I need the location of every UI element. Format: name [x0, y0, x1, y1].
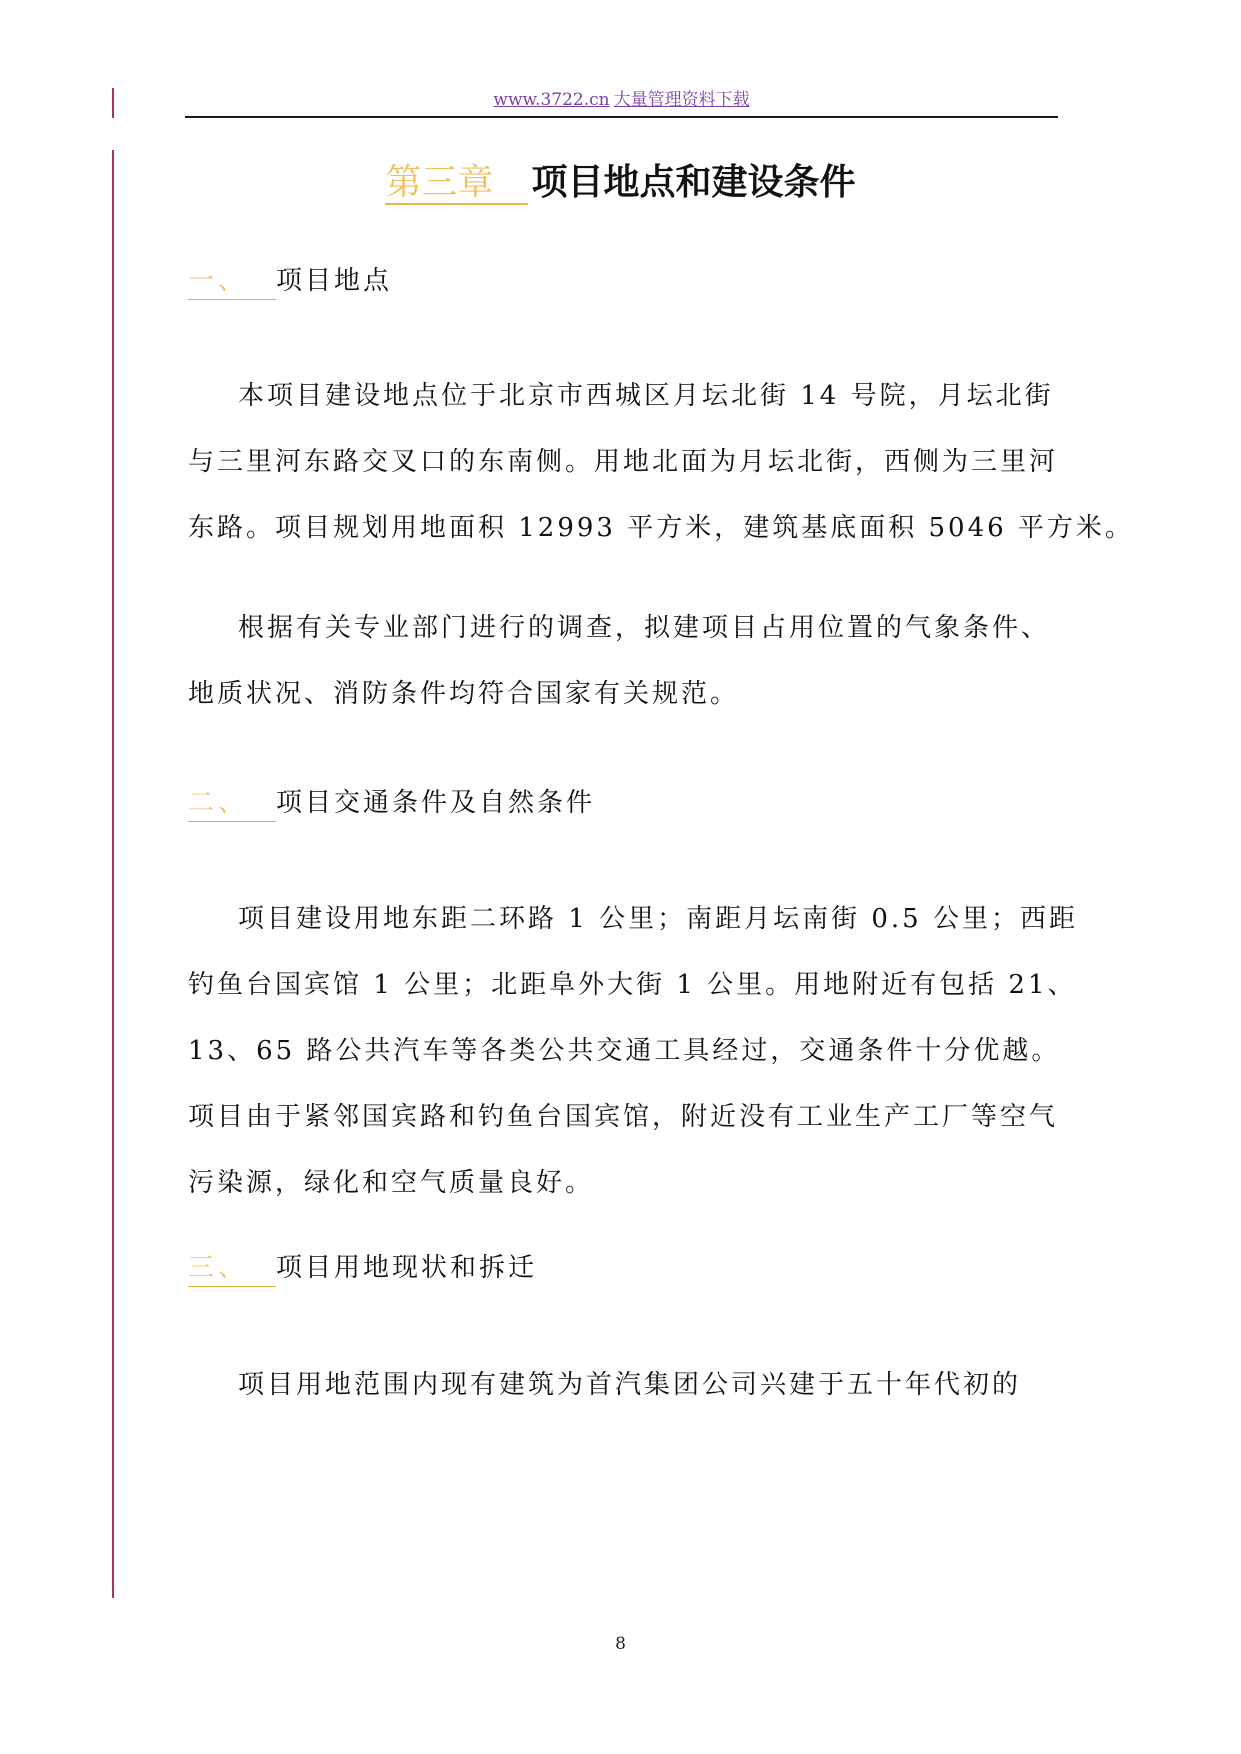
- section-number: 三、: [188, 1250, 276, 1287]
- paragraph-line: 污染源，绿化和空气质量良好。: [188, 1168, 595, 1198]
- paragraph-location: [188, 363, 1134, 561]
- paragraph-line: 钓鱼台国宾馆 1 公里；北距阜外大街 1 公里。用地附近有包括 21、: [188, 970, 1077, 1000]
- margin-mark-top: [112, 88, 114, 118]
- paragraph-transport: [188, 886, 1078, 1216]
- paragraph-line: 13、65 路公共汽车等各类公共交通工具经过，交通条件十分优越。: [188, 1036, 1061, 1066]
- header-link[interactable]: [493, 90, 749, 110]
- page-header: [185, 88, 1058, 118]
- section-title: 项目用地现状和拆迁: [276, 1253, 538, 1283]
- section-heading-3: [188, 1250, 537, 1287]
- section-title: 项目交通条件及自然条件: [276, 788, 596, 818]
- section-heading-2: [188, 785, 595, 822]
- paragraph-site-status: [188, 1352, 1060, 1418]
- margin-mark-main: [112, 150, 114, 1598]
- paragraph-line: 与三里河东路交叉口的东南侧。用地北面为月坛北街，西侧为三里河: [188, 447, 1059, 477]
- paragraph-line: 地质状况、消防条件均符合国家有关规范。: [188, 679, 740, 709]
- section-number: 一、: [188, 263, 276, 300]
- header-url: www.3722.cn: [493, 90, 610, 110]
- chapter-title: [0, 158, 1241, 208]
- paragraph-line: 项目由于紧邻国宾路和钓鱼台国宾馆，附近没有工业生产工厂等空气: [188, 1102, 1059, 1132]
- page-number: 8: [615, 1634, 626, 1654]
- paragraph-survey: [188, 595, 1060, 727]
- paragraph-line: 本项目建设地点位于北京市西城区月坛北街 14 号院，月坛北街: [238, 381, 1054, 411]
- section-heading-1: [188, 263, 392, 300]
- section-title: 项目地点: [276, 266, 393, 296]
- chapter-number: 第三章: [385, 162, 527, 205]
- header-site-desc: 大量管理资料下载: [613, 90, 750, 110]
- chapter-heading-text: 项目地点和建设条件: [531, 162, 856, 203]
- section-number: 二、: [188, 785, 276, 822]
- paragraph-line: 项目建设用地东距二环路 1 公里；南距月坛南街 0.5 公里；西距: [238, 904, 1078, 934]
- paragraph-line: 根据有关专业部门进行的调查，拟建项目占用位置的气象条件、: [238, 613, 1051, 643]
- paragraph-line: 东路。项目规划用地面积 12993 平方米，建筑基底面积 5046 平方米。: [188, 513, 1134, 543]
- paragraph-line: 项目用地范围内现有建筑为首汽集团公司兴建于五十年代初的: [238, 1370, 1022, 1400]
